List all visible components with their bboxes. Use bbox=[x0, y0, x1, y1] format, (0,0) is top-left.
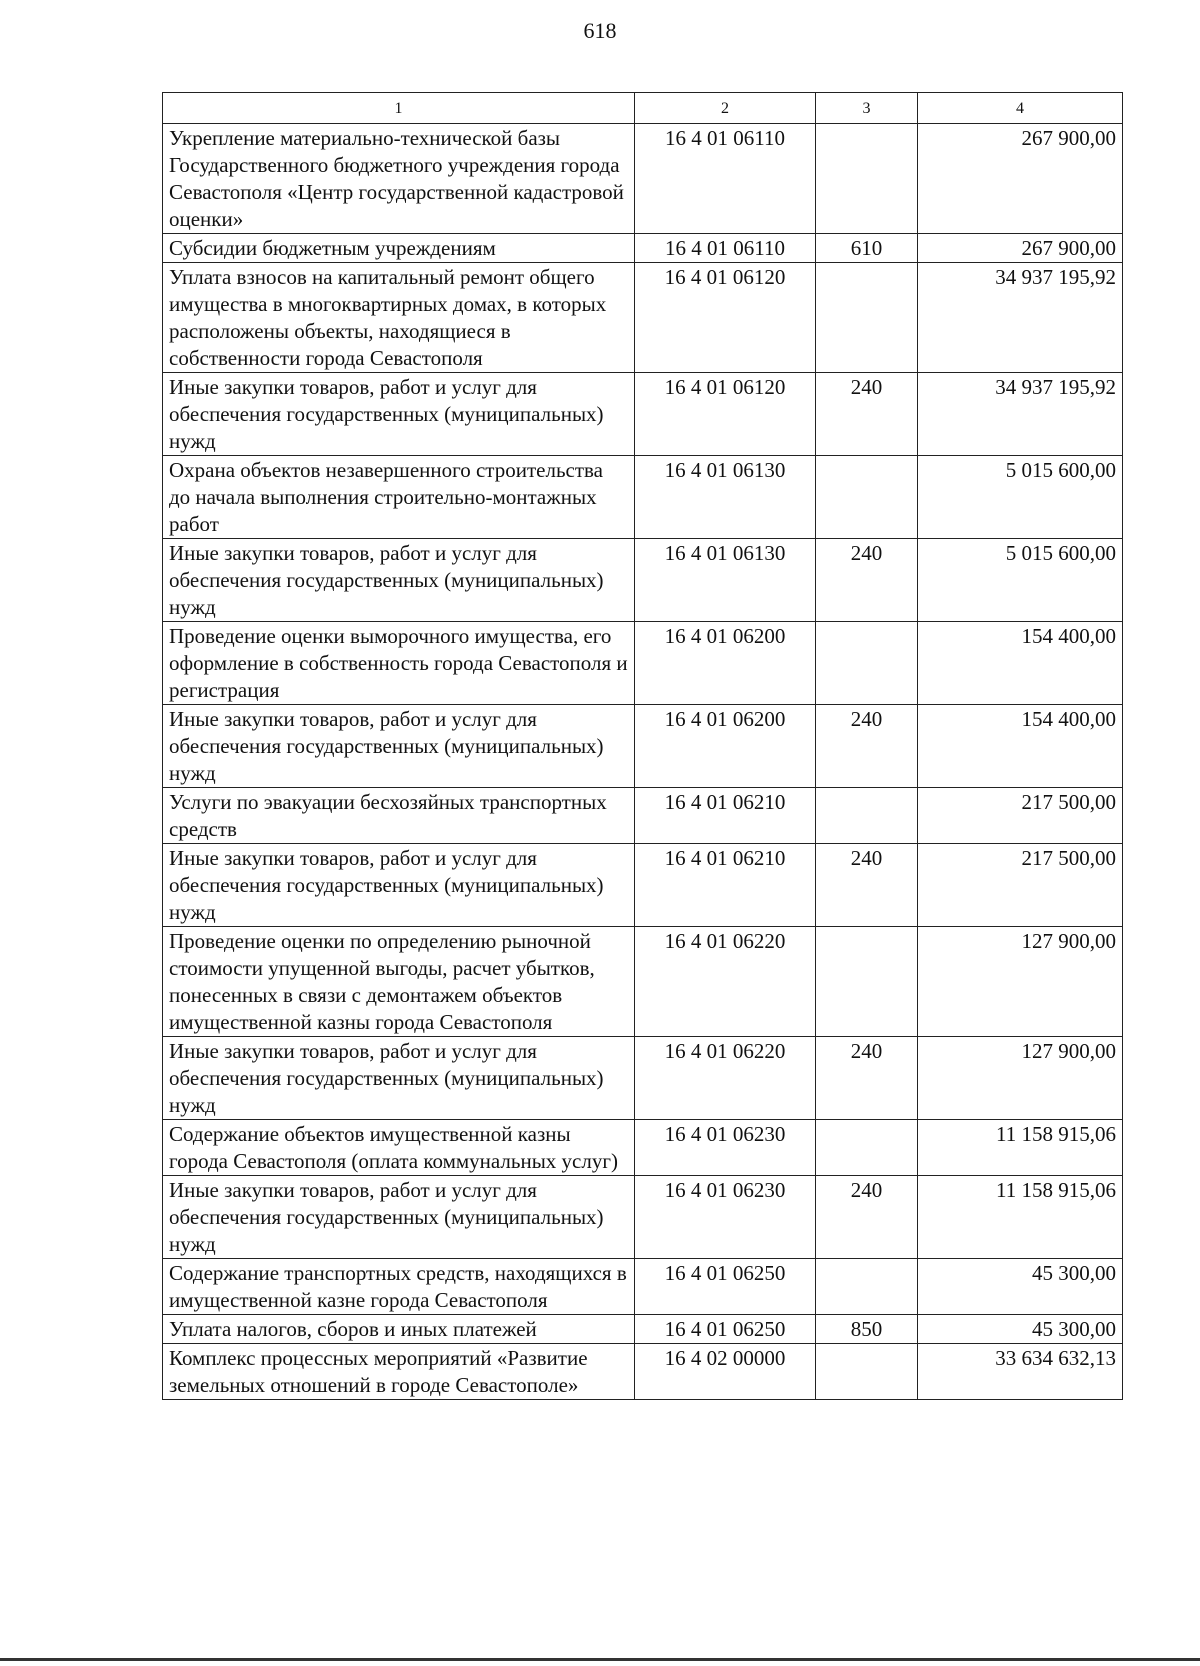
row-type-cell: 850 bbox=[816, 1315, 918, 1344]
row-name-cell: Содержание транспортных средств, находящихся в имущественной казне города Севастополя bbox=[163, 1259, 635, 1315]
row-code-cell: 16 4 01 06210 bbox=[635, 788, 816, 844]
row-type-cell: 610 bbox=[816, 234, 918, 263]
row-name-cell: Субсидии бюджетным учреждениям bbox=[163, 234, 635, 263]
row-name-cell: Охрана объектов незавершенного строительства до начала выполнения строительно-монтажных работ bbox=[163, 456, 635, 539]
row-type-cell bbox=[816, 622, 918, 705]
row-type-cell bbox=[816, 263, 918, 373]
table-row bbox=[163, 927, 1123, 1037]
table-row bbox=[163, 456, 1123, 539]
row-amount-cell: 11 158 915,06 bbox=[918, 1120, 1123, 1176]
bottom-rule bbox=[0, 1658, 1200, 1661]
table-row bbox=[163, 1344, 1123, 1400]
table-row bbox=[163, 263, 1123, 373]
row-code-cell: 16 4 01 06210 bbox=[635, 844, 816, 927]
table-row bbox=[163, 1037, 1123, 1120]
row-code-cell: 16 4 01 06220 bbox=[635, 1037, 816, 1120]
row-type-cell: 240 bbox=[816, 705, 918, 788]
row-name-cell: Иные закупки товаров, работ и услуг для обеспечения государственных (муниципальных) нужд bbox=[163, 1037, 635, 1120]
row-name-cell: Услуги по эвакуации бесхозяйных транспортных средств bbox=[163, 788, 635, 844]
row-name-cell: Иные закупки товаров, работ и услуг для обеспечения государственных (муниципальных) нужд bbox=[163, 539, 635, 622]
row-amount-cell: 33 634 632,13 bbox=[918, 1344, 1123, 1400]
row-name-cell: Уплата взносов на капитальный ремонт общего имущества в многоквартирных домах, в которых расположены объекты, находящиеся в собственности города Севастополя bbox=[163, 263, 635, 373]
table-row bbox=[163, 788, 1123, 844]
row-type-cell: 240 bbox=[816, 373, 918, 456]
row-amount-cell: 154 400,00 bbox=[918, 622, 1123, 705]
row-type-cell: 240 bbox=[816, 844, 918, 927]
table-row bbox=[163, 124, 1123, 234]
row-code-cell: 16 4 01 06250 bbox=[635, 1259, 816, 1315]
row-amount-cell: 5 015 600,00 bbox=[918, 539, 1123, 622]
row-amount-cell: 11 158 915,06 bbox=[918, 1176, 1123, 1259]
table-row bbox=[163, 705, 1123, 788]
row-name-cell: Содержание объектов имущественной казны города Севастополя (оплата коммунальных услуг) bbox=[163, 1120, 635, 1176]
table-row bbox=[163, 234, 1123, 263]
table-row bbox=[163, 844, 1123, 927]
table-header bbox=[163, 93, 1123, 124]
row-type-cell bbox=[816, 1120, 918, 1176]
row-name-cell: Проведение оценки выморочного имущества, его оформление в собственность города Севастополя и регистрация bbox=[163, 622, 635, 705]
table-row bbox=[163, 622, 1123, 705]
row-amount-cell: 127 900,00 bbox=[918, 927, 1123, 1037]
row-amount-cell: 34 937 195,92 bbox=[918, 373, 1123, 456]
row-amount-cell: 217 500,00 bbox=[918, 844, 1123, 927]
row-type-cell: 240 bbox=[816, 1037, 918, 1120]
row-amount-cell: 154 400,00 bbox=[918, 705, 1123, 788]
row-code-cell: 16 4 01 06130 bbox=[635, 456, 816, 539]
row-type-cell bbox=[816, 927, 918, 1037]
row-code-cell: 16 4 01 06230 bbox=[635, 1120, 816, 1176]
column-header-4: 4 bbox=[918, 93, 1123, 124]
table-row bbox=[163, 539, 1123, 622]
table-row bbox=[163, 1176, 1123, 1259]
row-name-cell: Иные закупки товаров, работ и услуг для обеспечения государственных (муниципальных) нужд bbox=[163, 1176, 635, 1259]
row-amount-cell: 217 500,00 bbox=[918, 788, 1123, 844]
row-type-cell: 240 bbox=[816, 539, 918, 622]
row-name-cell: Комплекс процессных мероприятий «Развитие земельных отношений в городе Севастополе» bbox=[163, 1344, 635, 1400]
row-amount-cell: 127 900,00 bbox=[918, 1037, 1123, 1120]
row-type-cell: 240 bbox=[816, 1176, 918, 1259]
table-body bbox=[163, 124, 1123, 1400]
row-amount-cell: 45 300,00 bbox=[918, 1259, 1123, 1315]
row-amount-cell: 267 900,00 bbox=[918, 124, 1123, 234]
table-row bbox=[163, 1259, 1123, 1315]
row-code-cell: 16 4 01 06250 bbox=[635, 1315, 816, 1344]
column-header-2: 2 bbox=[635, 93, 816, 124]
row-name-cell: Проведение оценки по определению рыночной стоимости упущенной выгоды, расчет убытков, понесенных в связи с демонтажем объектов имущественной казны города Севастополя bbox=[163, 927, 635, 1037]
row-code-cell: 16 4 01 06130 bbox=[635, 539, 816, 622]
table-row bbox=[163, 373, 1123, 456]
column-header-3: 3 bbox=[816, 93, 918, 124]
row-type-cell bbox=[816, 456, 918, 539]
row-amount-cell: 34 937 195,92 bbox=[918, 263, 1123, 373]
row-code-cell: 16 4 02 00000 bbox=[635, 1344, 816, 1400]
row-name-cell: Иные закупки товаров, работ и услуг для обеспечения государственных (муниципальных) нужд bbox=[163, 705, 635, 788]
table-row bbox=[163, 1315, 1123, 1344]
header-row bbox=[163, 93, 1123, 124]
row-type-cell bbox=[816, 1259, 918, 1315]
row-name-cell: Иные закупки товаров, работ и услуг для обеспечения государственных (муниципальных) нужд bbox=[163, 844, 635, 927]
budget-table bbox=[162, 92, 1123, 1400]
row-amount-cell: 267 900,00 bbox=[918, 234, 1123, 263]
row-code-cell: 16 4 01 06220 bbox=[635, 927, 816, 1037]
column-header-1: 1 bbox=[163, 93, 635, 124]
row-type-cell bbox=[816, 788, 918, 844]
page-number: 618 bbox=[583, 18, 617, 43]
row-code-cell: 16 4 01 06120 bbox=[635, 373, 816, 456]
row-code-cell: 16 4 01 06110 bbox=[635, 234, 816, 263]
table-row bbox=[163, 1120, 1123, 1176]
row-code-cell: 16 4 01 06200 bbox=[635, 622, 816, 705]
row-code-cell: 16 4 01 06120 bbox=[635, 263, 816, 373]
row-code-cell: 16 4 01 06200 bbox=[635, 705, 816, 788]
row-code-cell: 16 4 01 06110 bbox=[635, 124, 816, 234]
row-amount-cell: 5 015 600,00 bbox=[918, 456, 1123, 539]
row-name-cell: Уплата налогов, сборов и иных платежей bbox=[163, 1315, 635, 1344]
row-amount-cell: 45 300,00 bbox=[918, 1315, 1123, 1344]
row-name-cell: Иные закупки товаров, работ и услуг для обеспечения государственных (муниципальных) нужд bbox=[163, 373, 635, 456]
row-type-cell bbox=[816, 1344, 918, 1400]
row-type-cell bbox=[816, 124, 918, 234]
row-code-cell: 16 4 01 06230 bbox=[635, 1176, 816, 1259]
row-name-cell: Укрепление материально-технической базы Государственного бюджетного учреждения города Севастополя «Центр государственной кадастровой оценки» bbox=[163, 124, 635, 234]
